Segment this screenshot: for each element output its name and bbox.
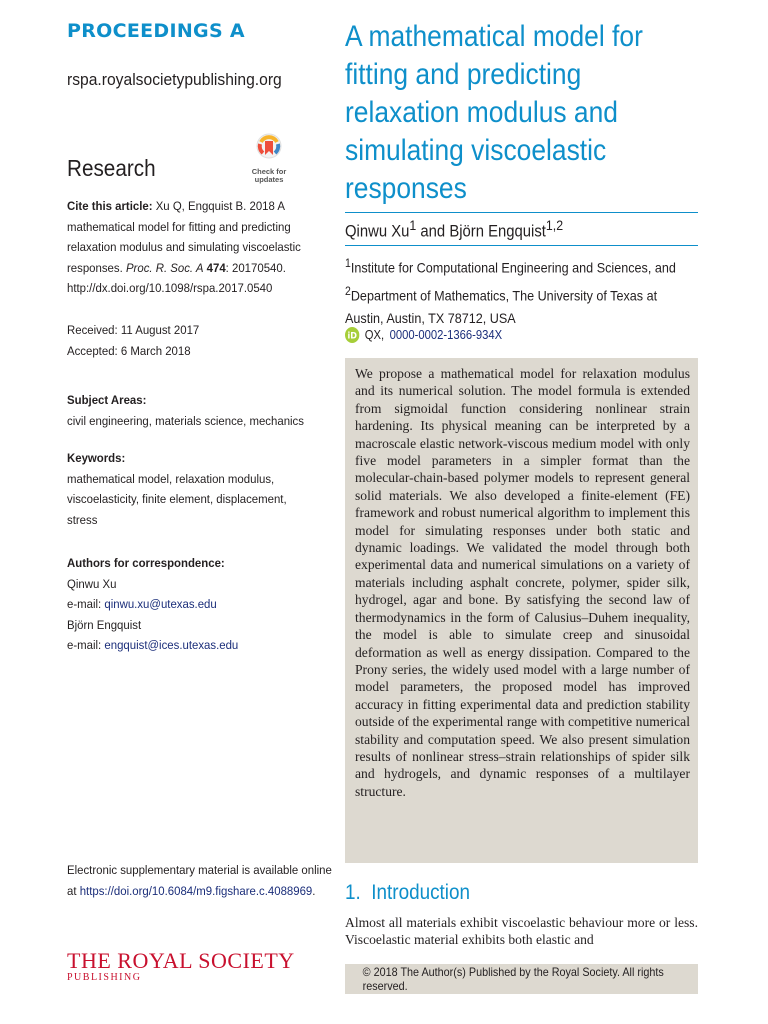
orcid-name: QX, (364, 328, 385, 342)
supp-text: Electronic supplementary material is available online at (67, 863, 332, 898)
subject-text: civil engineering, materials science, mechanics (67, 413, 304, 428)
affil-1: Institute for Computational Engineering and Sciences, and (350, 259, 676, 276)
abstract-box (345, 358, 698, 863)
affiliations (345, 252, 696, 330)
subject-areas (67, 390, 320, 431)
email-label-1: e-mail: (67, 597, 102, 611)
supp-end: . (312, 883, 316, 898)
email-label-2: e-mail: (67, 638, 102, 652)
publisher-name: THE ROYAL SOCIETY (67, 948, 295, 973)
keywords-label: Keywords: (67, 451, 126, 465)
email-link-1[interactable]: qinwu.xu@utexas.edu (104, 597, 217, 611)
publisher-sub: PUBLISHING (67, 972, 142, 983)
author2-name: Björn Engquist (67, 617, 142, 632)
intro-text: Almost all materials exhibit viscoelastic behaviour more or less. Viscoelastic material exhibits both elastic and (345, 915, 698, 948)
title-rule (345, 212, 698, 213)
author-2-sup: 1,2 (545, 218, 564, 233)
check-updates-label: Check for updates (251, 167, 287, 184)
correspondence-label: Authors for correspondence: (67, 556, 225, 570)
author-1-sup: 1 (409, 218, 417, 233)
accepted-date: Accepted: 6 March 2018 (67, 343, 191, 358)
supplementary-note (67, 860, 334, 901)
cite-volume: 474 (206, 260, 226, 275)
affil-1-sup: 1 (345, 257, 351, 270)
author1-name: Qinwu Xu (67, 576, 117, 591)
affil-2: Department of Mathematics, The University of Texas at Austin, Austin, TX 78712, USA (345, 287, 658, 327)
check-updates-icon (255, 133, 283, 163)
intro-heading: 1. Introduction (345, 881, 471, 904)
cite-journal: Proc. R. Soc. A (125, 260, 204, 275)
keywords-text: mathematical model, relaxation modulus, viscoelasticity, finite element, displacement, stress (67, 471, 287, 527)
orcid-id-link[interactable]: 0000-0002-1366-934X (389, 328, 503, 342)
email-link-2[interactable]: engquist@ices.utexas.edu (104, 638, 239, 652)
article-title: A mathematical model for fitting and predicting relaxation modulus and simulating viscoelastic responses (345, 20, 643, 205)
abstract-text: We propose a mathematical model for relaxation modulus and its numerical solution. The model formula is extended from sigmoidal function considering nonlinear strain hardening. Its physical meaning can be interpreted by a macroscale elastic network-viscous medium model with only five model parameters in a simpler format than the molecular-chain-based polymer models to represent general solid materials. We also developed a finite-element (FE) framework and robust numerical algorithm to implement this model for simulating responses under both static and dynamic loadings. We validated the model through both experimental data and numerical simulations on a variety of materials including asphalt concrete, polymer, spider silk, hydrogel, agar and bone. By satisfying the second law of thermodynamics in the form of Calusius–Duhem inequality, the model is able to simulate creep and sinusoidal deformation as well as energy dissipation. Compared to the Prony series, the widely used model with a large number of model parameters, the proposed model has improved accuracy in fitting experimental data and prediction stability outside of the experimental range with competitive numerical stability and computation speed. We also present simulation results of nonlinear stress–strain relationships of spider silk and hydrogels, and dynamic responses of a multilayer structure. (355, 366, 690, 799)
journal-brand: PROCEEDINGS A (67, 20, 245, 42)
publisher-logo[interactable] (67, 950, 295, 983)
supp-link[interactable]: https://doi.org/10.6084/m9.figshare.c.4088969 (79, 883, 313, 898)
cite-doi-link[interactable]: http://dx.doi.org/10.1098/rspa.2017.0540 (67, 281, 273, 295)
orcid-icon[interactable] (345, 327, 359, 343)
copyright-text: © 2018 The Author(s) Published by the Royal Society. All rights reserved. (362, 965, 664, 993)
affil-2-sup: 2 (345, 284, 351, 298)
copyright-bar (345, 964, 698, 994)
author-1: Qinwu Xu (345, 222, 410, 241)
subject-label: Subject Areas: (67, 393, 147, 407)
section-label: Research (67, 155, 156, 181)
received-date: Received: 11 August 2017 (67, 323, 200, 337)
author-rule (345, 245, 698, 246)
author-2: Björn Engquist (449, 222, 546, 241)
citation-block (67, 196, 320, 299)
correspondence (67, 553, 320, 656)
dates-block (67, 320, 320, 361)
journal-site-link[interactable]: rspa.royalsocietypublishing.org (67, 70, 282, 89)
cite-article: : 20170540. (225, 260, 286, 275)
keywords (67, 448, 320, 530)
author-and: and (416, 222, 450, 241)
author-line (345, 218, 563, 242)
check-updates-badge[interactable] (244, 133, 294, 184)
svg-text:iD: iD (347, 331, 357, 342)
cite-label: Cite this article: (67, 199, 153, 213)
orcid-line (345, 327, 615, 343)
cite-text: Xu Q, Engquist B. 2018 A mathematical model for fitting and predicting relaxation modulus and simulating viscoelastic responses. (67, 199, 301, 275)
